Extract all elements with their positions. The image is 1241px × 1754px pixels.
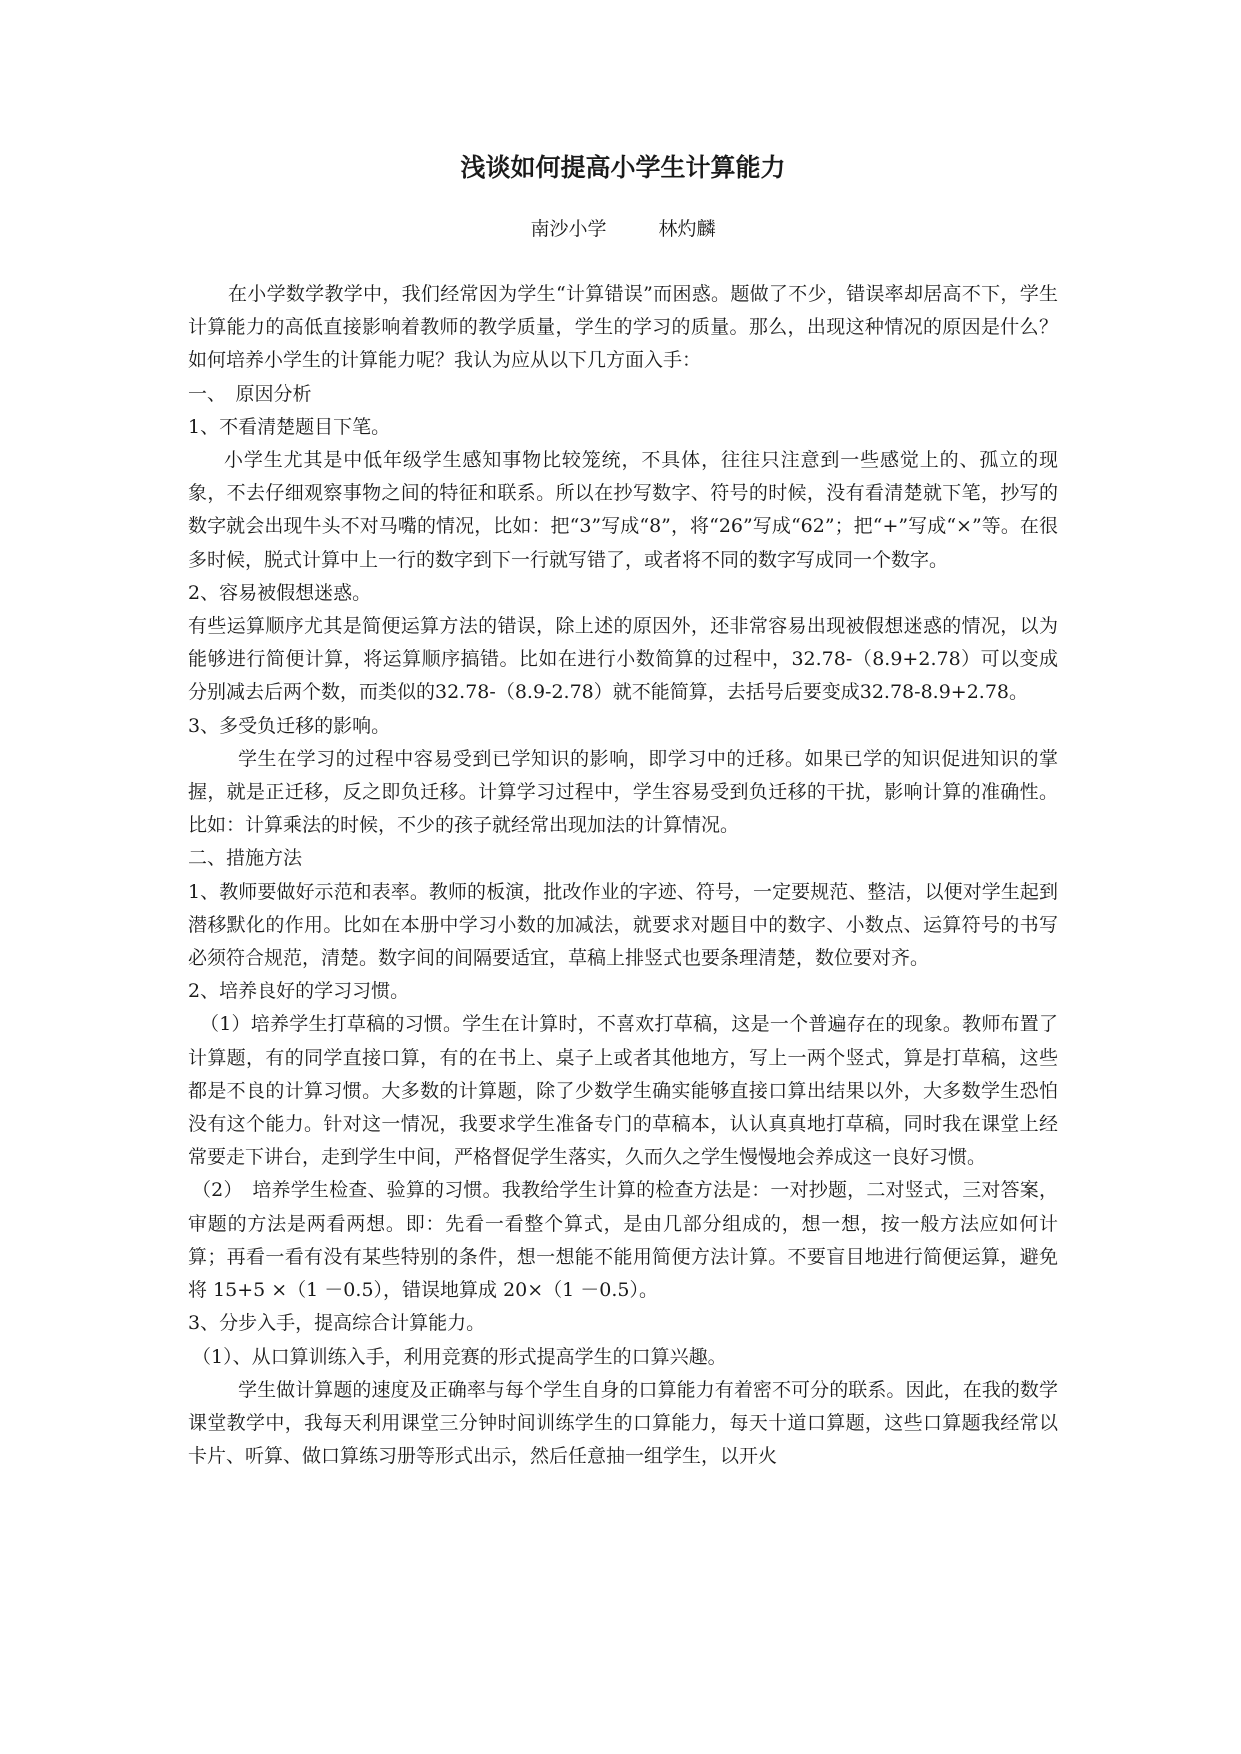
paragraph-draft-habit: （1）培养学生打草稿的习惯。学生在计算时，不喜欢打草稿，这是一个普遍存在的现象。教师布置了计算题，有的同学直接口算，有的在书上、桌子上或者其他地方，写上一两个竖式，算是打草稿，这些都是不良的计算习惯。大多数的计算题，除了少数学生确实能够直接口算出结果以外，大多数学生恐怕没有这个能力。针对这一情况，我要求学生准备专门的草稿本，认认真真地打草稿，同时我在课堂上经常要走下讲台，走到学生中间，严格督促学生落实，久而久之学生慢慢地会养成这一良好习惯。: [188, 1013, 1058, 1169]
byline: [188, 214, 1058, 244]
school-name: 南沙小学: [530, 218, 607, 240]
paragraph-false-assumption: 有些运算顺序尤其是简便运算方法的错误，除上述的原因外，还非常容易出现被假想迷惑的情况，以为能够进行简便计算，将运算顺序搞错。比如在进行小数简算的过程中，32.78-（8.9+2.78）可以变成分别减去后两个数，而类似的32.78-（8.9-2.78）就不能简算，去括号后要变成32.78-8.9+2.78。: [188, 615, 1058, 704]
subheading-good-habits: 2、培养良好的学习习惯。: [188, 980, 410, 1003]
subheading-careless-writing: 1、不看清楚题目下笔。: [188, 415, 391, 438]
subheading-oral-calculation: （1）、从口算训练入手，利用竞赛的形式提高学生的口算兴趣。: [192, 1345, 727, 1368]
section-heading-cause-analysis: 一、 原因分析: [188, 382, 312, 405]
subheading-negative-transfer: 3、多受负迁移的影响。: [188, 714, 391, 737]
section-heading-measures: 二、措施方法: [188, 847, 303, 870]
document-title: 浅谈如何提高小学生计算能力: [460, 153, 786, 182]
author-name: 林灼麟: [658, 218, 716, 240]
subheading-step-by-step: 3、分步入手，提高综合计算能力。: [188, 1312, 486, 1335]
paragraph-negative-transfer: 学生在学习的过程中容易受到已学知识的影响，即学习中的迁移。如果已学的知识促进知识的掌握，就是正迁移，反之即负迁移。计算学习过程中，学生容易受到负迁移的干扰，影响计算的准确性。比如：计算乘法的时候，不少的孩子就经常出现加法的计算情况。: [188, 747, 1058, 837]
paragraph-teacher-example: 1、教师要做好示范和表率。教师的板演，批改作业的字迹、符号，一定要规范、整洁，以便对学生起到潜移默化的作用。比如在本册中学习小数的加减法，就要求对题目中的数字、小数点、运算符号的书写必须符合规范，清楚。数字间的间隔要适宜，草稿上排竖式也要条理清楚，数位要对齐。: [188, 880, 1058, 970]
paragraph-check-habit: （2） 培养学生检查、验算的习惯。我教给学生计算的检查方法是：一对抄题，二对竖式，三对答案，审题的方法是两看两想。即：先看一看整个算式，是由几部分组成的，想一想，按一般方法应如何计算；再看一看有没有某些特别的条件，想一想能不能用简便方法计算。不要盲目地进行简便运算，避免将 15+5 ×（1 －0.5），错误地算成 20×（1 －0.5）。: [188, 1179, 1058, 1302]
subheading-false-assumption: 2、容易被假想迷惑。: [188, 581, 372, 604]
paragraph-oral-calculation: 学生做计算题的速度及正确率与每个学生自身的口算能力有着密不可分的联系。因此，在我的数学课堂教学中，我每天利用课堂三分钟时间训练学生的口算能力，每天十道口算题，这些口算题我经常以卡片、听算、做口算练习册等形式出示，然后任意抽一组学生，以开火: [188, 1378, 1058, 1468]
document-body: [188, 278, 1058, 1473]
paragraph-careless-writing: 小学生尤其是中低年级学生感知事物比较笼统，不具体，往往只注意到一些感觉上的、孤立的现象，不去仔细观察事物之间的特征和联系。所以在抄写数字、符号的时候，没有看清楚就下笔，抄写的数字就会出现牛头不对马嘴的情况，比如：把“3”写成“8”，将“26”写成“62”；把“+”写成“×”等。在很多时候，脱式计算中上一行的数字到下一行就写错了，或者将不同的数字写成同一个数字。: [188, 449, 1058, 571]
paragraph-intro: 在小学数学教学中，我们经常因为学生“计算错误”而困惑。题做了不少，错误率却居高不下，学生计算能力的高低直接影响着教师的教学质量，学生的学习的质量。那么，出现这种情况的原因是什么？如何培养小学生的计算能力呢？我认为应从以下几方面入手：: [188, 283, 1058, 372]
